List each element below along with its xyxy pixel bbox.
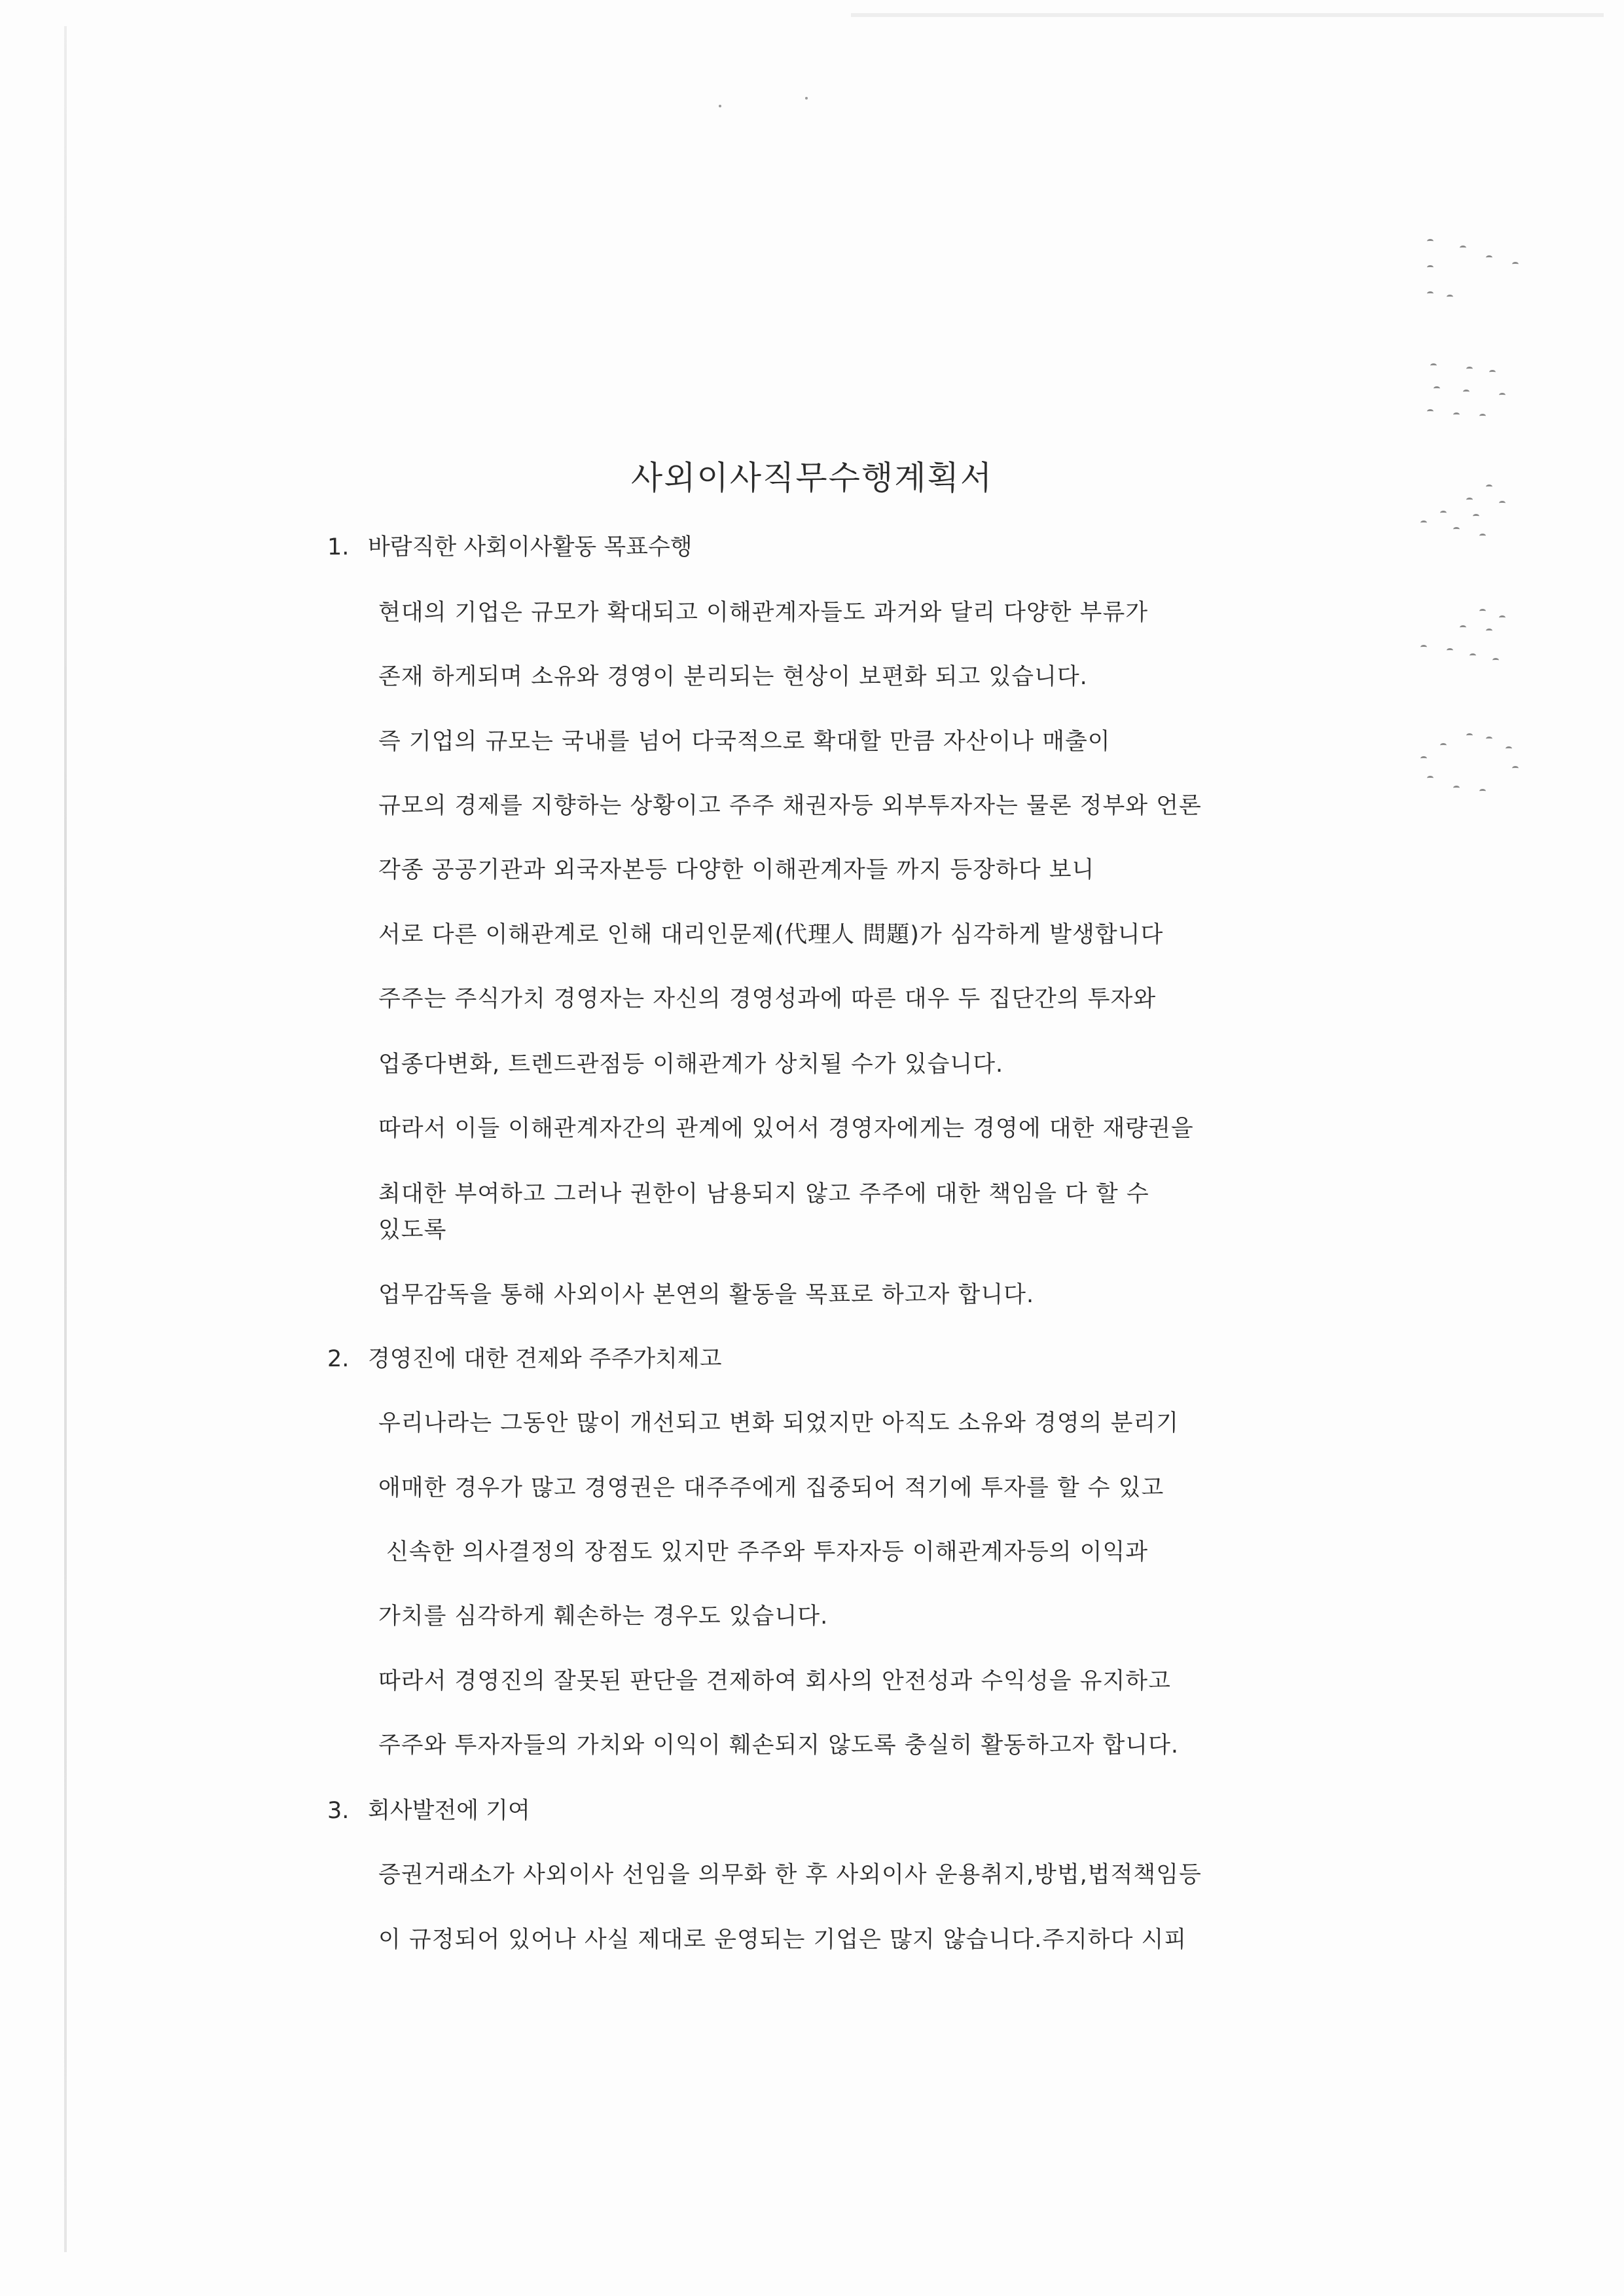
paragraph-line: 애매한 경우가 많고 경영권은 대주주에게 집중되어 적기에 투자를 할 수 있고 <box>378 1475 1164 1501</box>
binder-mark <box>1407 727 1538 805</box>
paragraph-line: 즉 기업의 규모는 국내를 넘어 다국적으로 확대할 만큼 자산이나 매출이 <box>378 729 1111 755</box>
paragraph-line: 우리나라는 그동안 많이 개선되고 변화 되었지만 아직도 소유와 경영의 분리기 <box>378 1410 1180 1436</box>
scan-speck <box>719 105 721 107</box>
paragraph-line: 업무감독을 통해 사외이사 본연의 활동을 목표로 하고자 합니다. <box>378 1282 1035 1308</box>
paragraph-line: 존재 하게되며 소유와 경영이 분리되는 현상이 보편화 되고 있습니다. <box>378 664 1088 690</box>
section-heading-text: 경영진에 대한 견제와 주주가치제고 <box>368 1346 722 1372</box>
paragraph-line: 최대한 부여하고 그러나 권한이 남용되지 않고 주주에 대한 책임을 다 할 수 <box>378 1181 1149 1207</box>
paragraph-line: 현대의 기업은 규모가 확대되고 이해관계자들도 과거와 달리 다양한 부류가 <box>378 600 1149 626</box>
section-heading <box>327 529 693 562</box>
paragraph-line: 주주와 투자자들의 가치와 이익이 훼손되지 않도록 충실히 활동하고자 합니다. <box>378 1732 1180 1758</box>
paragraph-line: 규모의 경제를 지향하는 상황이고 주주 채권자등 외부투자자는 물론 정부와 언론 <box>378 793 1202 819</box>
section-heading <box>327 1341 722 1374</box>
binder-mark <box>1407 360 1538 439</box>
paragraph-line: 각종 공공기관과 외국자본등 다양한 이해관계자들 까지 등장하다 보니 <box>378 857 1095 883</box>
binder-mark <box>1407 602 1538 681</box>
paragraph-line: 따라서 이들 이해관계자간의 관계에 있어서 경영자에게는 경영에 대한 재량권을 <box>378 1116 1194 1142</box>
section-number: 1. <box>327 534 350 560</box>
section-number: 3. <box>327 1798 350 1824</box>
paragraph-line: 신속한 의사결정의 장점도 있지만 주주와 투자자등 이해관계자등의 이익과 <box>378 1539 1149 1565</box>
section-number: 2. <box>327 1346 350 1372</box>
scan-edge-line <box>64 26 67 2252</box>
paragraph-line: 서로 다른 이해관계로 인해 대리인문제(代理人 問題)가 심각하게 발생합니다 <box>378 922 1164 948</box>
paragraph-line: 주주는 주식가치 경영자는 자신의 경영성과에 따른 대우 두 집단간의 투자와 <box>378 986 1157 1012</box>
scan-speck <box>805 97 808 100</box>
paragraph-line: 증권거래소가 사외이사 선임을 의무화 한 후 사외이사 운용취지,방법,법적책임등 <box>378 1862 1202 1888</box>
document-title: 사외이사직무수행계획서 <box>630 459 994 497</box>
scan-smudge <box>851 13 1604 17</box>
paragraph-line: 업종다변화, 트렌드관점등 이해관계가 상치될 수가 있습니다. <box>378 1051 1004 1078</box>
paragraph-line: 있도록 <box>378 1217 447 1243</box>
section-heading-text: 바람직한 사회이사활동 목표수행 <box>368 534 693 560</box>
section-heading <box>327 1793 530 1825</box>
paragraph-line: 가치를 심각하게 훼손하는 경우도 있습니다. <box>378 1603 829 1630</box>
paragraph-line: 이 규정되어 있어나 사실 제대로 운영되는 기업은 많지 않습니다.주지하다 시피 <box>378 1927 1187 1953</box>
binder-mark <box>1407 232 1538 311</box>
paragraph-line: 따라서 경영진의 잘못된 판단을 견제하여 회사의 안전성과 수익성을 유지하고 <box>378 1668 1171 1694</box>
section-heading-text: 회사발전에 기여 <box>368 1798 530 1824</box>
